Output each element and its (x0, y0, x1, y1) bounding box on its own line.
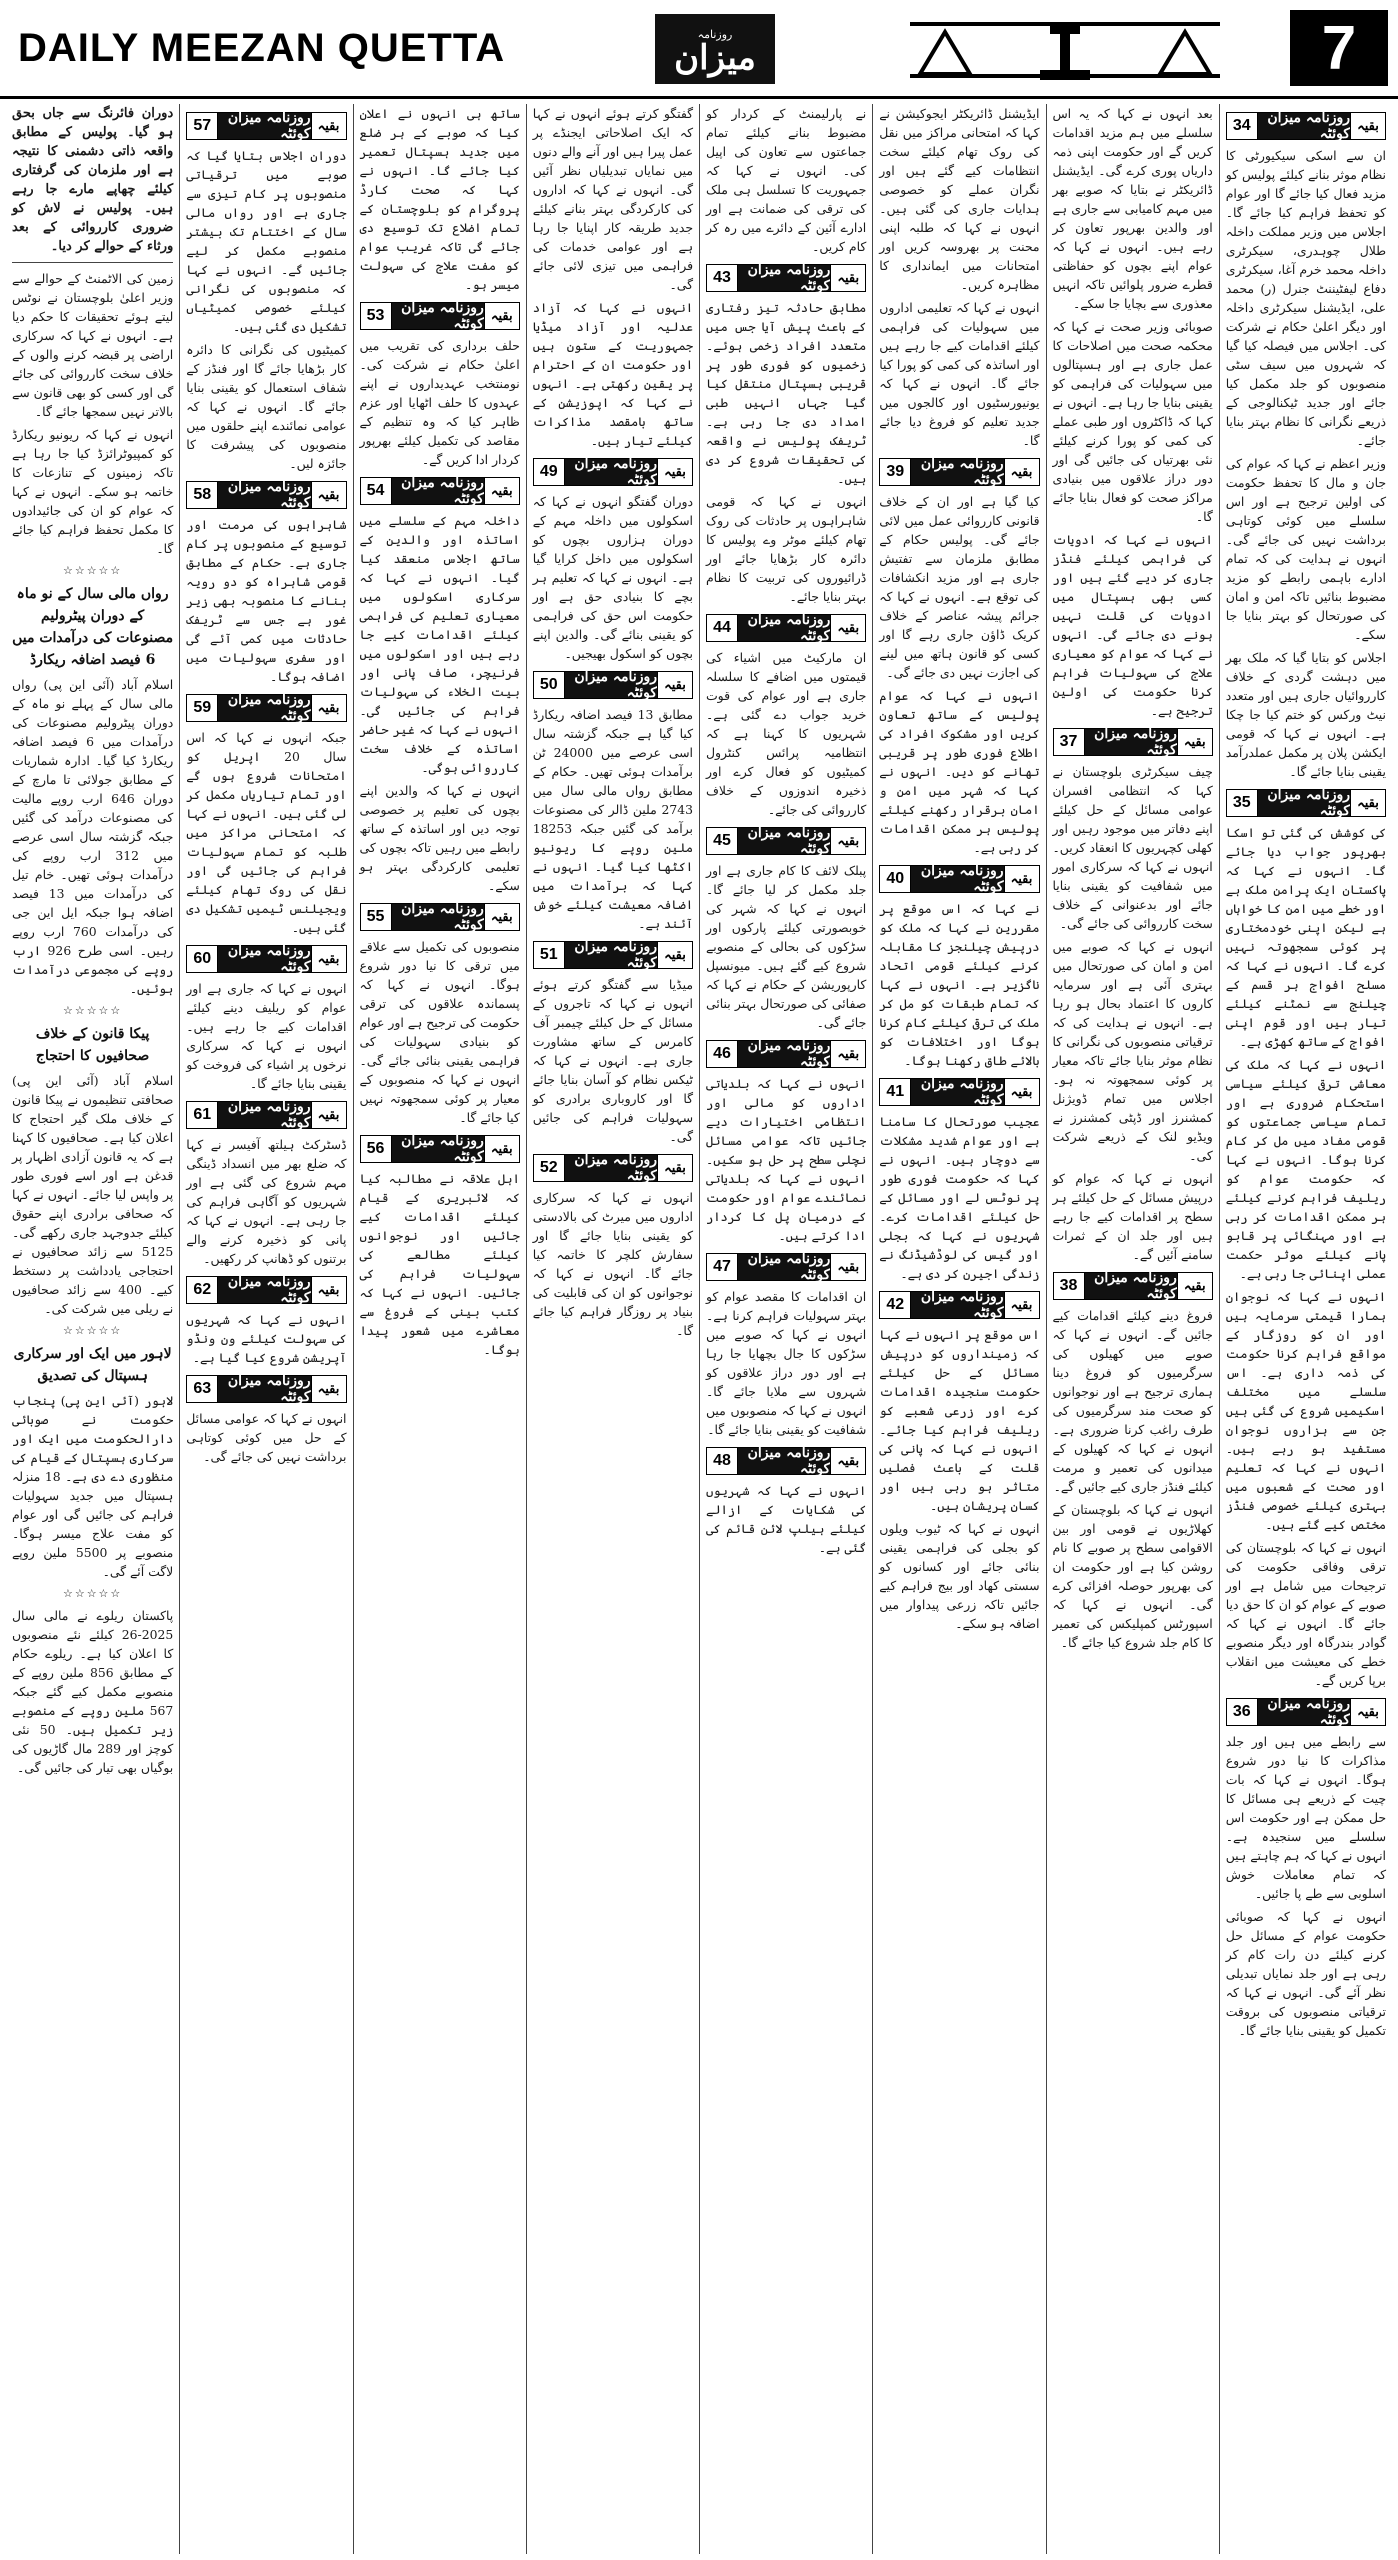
article-paragraph: انہوں نے کہا کہ بلدیاتی اداروں کو مالی اور انتظامی اختیارات دیے جائیں تاکہ عوامی مسائل نچلی سطح پر حل ہو سکیں۔ انہوں نے کہا کہ بلدیاتی نمائندے عوام اور حکومت کے درمیان پل کا کردار ادا کرتے ہیں۔ (706, 1076, 867, 1243)
continuation-box (706, 1253, 866, 1281)
continuation-label: روزنامہ میزان کوئٹہ (218, 1102, 310, 1128)
continuation-tag: بقیہ (311, 695, 346, 721)
continuation-number: 36 (1227, 1699, 1258, 1725)
article-paragraph: انہوں نے کہا کہ تعلیمی اداروں میں سہولیات کی فراہمی کیلئے اقدامات کیے جا رہے ہیں اور اساتذہ کی کمی کو پورا کیا جائے گا۔ انہوں نے کہا کہ یونیورسٹیوں اور کالجوں میں جدید تعلیم کو فروغ دیا جائے گا۔ (879, 300, 1040, 448)
continuation-box (186, 1375, 346, 1403)
continuation-tag: بقیہ (311, 1376, 346, 1402)
article-paragraph: دوران گفتگو انہوں نے کہا کہ اسکولوں میں داخلہ مہم کے دوران ہزاروں بچوں کو اسکولوں میں داخل کرایا گیا ہے۔ انہوں نے کہا کہ تعلیم ہر بچے کا بنیادی حق ہے اور حکومت اس حق کی فراہمی کو یقینی بنائے گی۔ والدین اپنے بچوں کو اسکول بھیجیں۔ (532, 494, 693, 661)
article-paragraph: عجیب صورتحال کا سامنا ہے اور عوام شدید مشکلات سے دوچار ہیں۔ انہوں نے کہا کہ حکومت فوری طور پر نوٹس لے اور مسائل کے حل کیلئے اقدامات کرے۔ شہریوں نے کہا کہ بجلی اور گیس کی لوڈشیڈنگ نے زندگی اجیرن کر دی ہے۔ (879, 1114, 1040, 1281)
continuation-label: روزنامہ میزان کوئٹہ (911, 866, 1003, 892)
continuation-tag: بقیہ (1004, 866, 1039, 892)
article-paragraph: گفتگو کرتے ہوئے انہوں نے کہا کہ ایک اصلاحاتی ایجنڈے پر عمل پیرا ہیں اور آنے والے دنوں میں نمایاں تبدیلیاں نظر آئیں گی۔ انہوں نے کہا کہ اداروں کی کارکردگی بہتر بنانے کیلئے جدید طریقہ کار اپنایا جا رہا ہے اور عوامی خدمات کی فراہمی میں تیزی لائی جائے گی۔ (532, 106, 693, 292)
continuation-box (706, 614, 866, 642)
continuation-box (1226, 1698, 1386, 1726)
continuation-tag: بقیہ (1350, 790, 1385, 816)
continuation-box (186, 1101, 346, 1129)
article-paragraph: پاکستان ریلوے نے مالی سال 2025-26 کیلئے نئے منصوبوں کا اعلان کیا ہے۔ ریلوے حکام کے مطابق 856 ملین روپے کے منصوبے مکمل کیے گئے جبکہ 567 ملین روپے کے منصوبے زیر تکمیل ہیں۔ 50 نئی کوچز اور 289 مال گاڑیوں کی بوگیاں بھی تیار کی جائیں گی۔ (12, 1608, 174, 1775)
continuation-tag: بقیہ (1177, 1273, 1212, 1299)
continuation-label: روزنامہ میزان کوئٹہ (392, 904, 484, 930)
star-divider: ☆☆☆☆☆ (62, 1587, 123, 1600)
continuation-box (360, 302, 520, 330)
continuation-box (706, 1447, 866, 1475)
article-paragraph: اسلام آباد (آئی این پی) رواں مالی سال کے پہلے نو ماہ کے دوران پیٹرولیم مصنوعات کی درآمدات میں 6 فیصد اضافہ ریکارڈ کیا گیا۔ ادارہ شماریات کے مطابق جولائی تا مارچ کے دوران 646 ارب روپے مالیت کی مصنوعات درآمد کی گئیں جبکہ گزشتہ سال اسی عرصے میں 312 ارب روپے کی درآمدات ہوئی تھیں۔ خام تیل کی درآمدات میں 13 فیصد اضافہ ہوا جبکہ ایل این جی کی درآمدات 760 ارب روپے رہیں۔ اسی طرح 926 ارب روپے کی مجموعی درآمدات ہوئیں۔ (12, 677, 174, 996)
article-paragraph: انہوں نے کہا کہ جاری ہے اور عوام کو ریلیف دینے کیلئے اقدامات کیے جا رہے ہیں۔ انہوں نے کہا کہ سرکاری نرخوں پر اشیاء کی فروخت کو یقینی بنایا جائے گا۔ (186, 981, 347, 1091)
continuation-label: روزنامہ میزان کوئٹہ (1258, 1699, 1350, 1725)
news-columns (6, 104, 1392, 2554)
continuation-label: روزنامہ میزان کوئٹہ (218, 1277, 310, 1303)
continuation-number: 48 (707, 1448, 738, 1474)
continuation-number: 51 (534, 942, 565, 968)
article-paragraph: پبلک لائف کا کام جاری ہے اور جلد مکمل کر لیا جائے گا۔ انہوں نے کہا کہ شہر کی خوبصورتی کیلئے پارکوں اور سڑکوں کی بحالی کے منصوبے شروع کیے گئے ہیں۔ میونسپل کارپوریشن کے حکام نے کہا کہ صفائی کی صورتحال بہتر بنائی جائے گی۔ (706, 863, 867, 1030)
news-column (699, 104, 872, 2554)
continuation-number: 62 (187, 1277, 218, 1303)
article-paragraph: داخلہ مہم کے سلسلے میں اساتذہ اور والدین کے ساتھ اجلاس منعقد کیا گیا۔ انہوں نے کہا کہ سرکاری اسکولوں میں معیاری تعلیم کی فراہمی کیلئے اقدامات کیے جا رہے ہیں اور اسکولوں میں فرنیچر، صاف پانی اور بیت الخلاء کی سہولیات فراہم کی جائیں گی۔ انہوں نے کہا کہ غیر حاضر اساتذہ کے خلاف سخت کارروائی ہوگی۔ (359, 513, 520, 775)
article-paragraph: ساتھ ہی انہوں نے اعلان کیا کہ صوبے کے ہر ضلع میں جدید ہسپتال تعمیر کیا جائے گا۔ انہوں نے کہا کہ صحت کارڈ پروگرام کو بلوچستان کے تمام اضلاع تک توسیع دی جائے گی تاکہ غریب عوام کو مفت علاج کی سہولت میسر ہو۔ (359, 106, 520, 292)
article-paragraph: زمین کی الاٹمنٹ کے حوالے سے وزیر اعلیٰ بلوچستان نے نوٹس لیتے ہوئے تحقیقات کا حکم دیا ہے۔ انہوں نے کہا کہ سرکاری اراضی پر قبضہ کرنے والوں کے خلاف سخت کارروائی کی جائے گی اور کسی کو بھی قانون سے بالاتر نہیں سمجھا جائے گا۔ (12, 271, 174, 419)
continuation-number: 42 (880, 1292, 911, 1318)
continuation-tag: بقیہ (1350, 1699, 1385, 1725)
article-paragraph: منصوبوں کی تکمیل سے علاقے میں ترقی کا نیا دور شروع ہوگا۔ انہوں نے کہا کہ پسماندہ علاقوں کی ترقی حکومت کی ترجیح ہے اور عوام کو بنیادی سہولیات کی فراہمی یقینی بنائی جائے گی۔ انہوں نے کہا کہ منصوبوں کے معیار پر کوئی سمجھوتہ نہیں کیا جائے گا۔ (359, 939, 520, 1125)
article-paragraph: انہوں نے کہا کہ بلوچستان کے کھلاڑیوں نے قومی اور بین الاقوامی سطح پر صوبے کا نام روشن کیا ہے اور حکومت ان کی بھرپور حوصلہ افزائی کرے گی۔ انہوں نے کہا کہ اسپورٹس کمپلیکس کی تعمیر کا کام جلد شروع کیا جائے گا۔ (1052, 1502, 1213, 1650)
continuation-box (706, 827, 866, 855)
continuation-number: 40 (880, 866, 911, 892)
star-divider: ☆☆☆☆☆ (62, 564, 123, 577)
continuation-label: روزنامہ میزان کوئٹہ (218, 113, 310, 139)
continuation-number: 46 (707, 1041, 738, 1067)
column-rule (12, 262, 173, 263)
article-paragraph: مطابق حادثہ تیز رفتاری کے باعث پیش آیا جس میں متعدد افراد زخمی ہوئے۔ زخمیوں کو فوری طور پر قریبی ہسپتال منتقل کیا گیا جہاں انہیں طبی امداد دی جا رہی ہے۔ ٹریفک پولیس نے واقعہ کی تحقیقات شروع کر دی ہیں۔ (706, 300, 867, 486)
continuation-box (360, 903, 520, 931)
page-number: 7 (1290, 10, 1388, 86)
continuation-label: روزنامہ میزان کوئٹہ (738, 265, 830, 291)
article-paragraph: مطابق 13 فیصد اضافہ ریکارڈ کیا گیا ہے جبکہ گزشتہ سال اسی عرصے میں 24000 ٹن برآمدات ہوئی تھیں۔ حکام کے مطابق رواں مالی سال میں 2743 ملین ڈالر کی مصنوعات برآمد کی گئیں جبکہ 18253 ملین روپے کا ریونیو اکٹھا کیا گیا۔ انہوں نے کہا کہ برآمدات میں اضافہ معیشت کیلئے خوش آئند ہے۔ (532, 707, 693, 931)
continuation-tag: بقیہ (311, 482, 346, 508)
article-paragraph: دوران فائرنگ سے جاں بحق ہو گیا۔ پولیس کے مطابق واقعہ ذاتی دشمنی کا نتیجہ ہے اور ملزمان کی گرفتاری کیلئے چھاپے مارے جا رہے ہیں۔ پولیس نے لاش کو ضروری کارروائی کے بعد ورثاء کے حوالے کر دیا۔ (12, 106, 174, 254)
continuation-label: روزنامہ میزان کوئٹہ (565, 672, 657, 698)
article-paragraph: ڈسٹرکٹ ہیلتھ آفیسر نے کہا کہ ضلع بھر میں انسداد ڈینگی مہم شروع کی گئی ہے اور شہریوں کو آگاہی فراہم کی جا رہی ہے۔ انہوں نے کہا کہ پانی کو ذخیرہ کرنے والے برتنوں کو ڈھانپ کر رکھیں۔ (186, 1137, 347, 1266)
continuation-number: 56 (361, 1136, 392, 1162)
continuation-label: روزنامہ میزان کوئٹہ (1085, 729, 1177, 755)
continuation-tag: بقیہ (311, 946, 346, 972)
article-paragraph: انہوں نے کہا کہ آزاد عدلیہ اور آزاد میڈیا جمہوریت کے ستون ہیں اور حکومت ان کے احترام پر یقین رکھتی ہے۔ انہوں نے کہا کہ اپوزیشن کے ساتھ بامقصد مذاکرات کیلئے تیار ہیں۔ (532, 300, 693, 448)
continuation-label: روزنامہ میزان کوئٹہ (911, 1292, 1003, 1318)
continuation-number: 34 (1227, 113, 1258, 139)
continuation-number: 57 (187, 113, 218, 139)
continuation-number: 58 (187, 482, 218, 508)
continuation-label: روزنامہ میزان کوئٹہ (738, 615, 830, 641)
continuation-number: 60 (187, 946, 218, 972)
article-paragraph: انہوں نے کہا کہ نوجوان ہمارا قیمتی سرمایہ ہیں اور ان کو روزگار کے مواقع فراہم کرنا حکومت کی ذمہ داری ہے۔ اس سلسلے میں مختلف اسکیمیں شروع کی گئی ہیں جن سے ہزاروں نوجوان مستفید ہو رہے ہیں۔ انہوں نے کہا کہ تعلیم اور صحت کے شعبوں میں بہتری کیلئے خصوصی فنڈز مختص کیے گئے ہیں۔ (1225, 1289, 1386, 1532)
continuation-tag: بقیہ (830, 828, 865, 854)
article-paragraph: ان مارکیٹ میں اشیاء کی قیمتوں میں اضافے کا سلسلہ جاری ہے اور عوام کی قوت خرید جواب دے گئی ہے۔ شہریوں کا کہنا ہے کہ انتظامیہ پرائس کنٹرول کمیٹیوں کو فعال کرے اور ذخیرہ اندوزوں کے خلاف کارروائی کی جائے۔ (706, 650, 867, 817)
article-paragraph: انہوں نے کہا کہ بلوچستان کی ترقی وفاقی حکومت کی ترجیحات میں شامل ہے اور صوبے کے عوام کو ان کا حق دیا جائے گا۔ انہوں نے کہا کہ گوادر بندرگاہ اور دیگر منصوبے خطے کی معیشت میں انقلاب برپا کریں گے۔ (1225, 1540, 1386, 1688)
article-paragraph: کیا گیا ہے اور ان کے خلاف قانونی کارروائی عمل میں لائی جائے گی۔ پولیس حکام کے مطابق ملزمان سے تفتیش جاری ہے اور مزید انکشافات کی توقع ہے۔ انہوں نے کہا کہ جرائم پیشہ عناصر کے خلاف کریک ڈاؤن جاری رہے گا اور کسی کو قانون ہاتھ میں لینے کی اجازت نہیں دی جائے گی۔ (879, 494, 1040, 680)
continuation-number: 59 (187, 695, 218, 721)
continuation-box (879, 1291, 1039, 1319)
continuation-number: 53 (361, 303, 392, 329)
continuation-box (533, 458, 693, 486)
article-paragraph: سے رابطے میں ہیں اور جلد مذاکرات کا نیا دور شروع ہوگا۔ انہوں نے کہا کہ بات چیت کے ذریعے ہی مسائل کا حل ممکن ہے اور حکومت اس سلسلے میں سنجیدہ ہے۔ انہوں نے کہا کہ ہم چاہتے ہیں کہ تمام معاملات خوش اسلوبی سے طے پا جائیں۔ (1225, 1734, 1386, 1901)
article-paragraph: انہوں نے کہا کہ صوبائی حکومت عوام کے مسائل حل کرنے کیلئے دن رات کام کر رہی ہے اور جلد نمایاں تبدیلی نظر آئے گی۔ انہوں نے کہا کہ ترقیاتی منصوبوں کی بروقت تکمیل کو یقینی بنایا جائے گا۔ (1225, 1909, 1386, 2038)
continuation-box (879, 1078, 1039, 1106)
continuation-label: روزنامہ میزان کوئٹہ (565, 1155, 657, 1181)
article-paragraph: انہوں نے کہا کہ عوامی مسائل کے حل میں کوئی کوتاہی برداشت نہیں کی جائے گی۔ (186, 1411, 347, 1464)
continuation-label: روزنامہ میزان کوئٹہ (218, 1376, 310, 1402)
continuation-label: روزنامہ میزان کوئٹہ (738, 1254, 830, 1280)
article-paragraph: بعد انہوں نے کہا کہ یہ اس سلسلے میں ہم مزید اقدامات کریں گے اور حکومت اپنی ذمہ داریاں پوری کرے گی۔ ایڈیشنل ڈائریکٹر نے بتایا کہ صوبے بھر میں مہم کامیابی سے جاری ہے اور والدین بھرپور تعاون کر رہے ہیں۔ انہوں نے کہا کہ عوام اپنے بچوں کو حفاظتی قطرے ضرور پلوائیں تاکہ انہیں معذوری سے بچایا جا سکے۔ (1052, 106, 1213, 311)
continuation-label: روزنامہ میزان کوئٹہ (565, 459, 657, 485)
continuation-box (186, 694, 346, 722)
continuation-box (533, 941, 693, 969)
continuation-number: 63 (187, 1376, 218, 1402)
news-column (1046, 104, 1219, 2554)
continuation-number: 41 (880, 1079, 911, 1105)
logo-subtitle: روزنامہ (697, 27, 733, 41)
article-paragraph: انہوں نے کہا کہ والدین اپنے بچوں کی تعلیم پر خصوصی توجہ دیں اور اساتذہ کے ساتھ رابطے میں رہیں تاکہ بچوں کی تعلیمی کارکردگی بہتر ہو سکے۔ (359, 783, 520, 893)
continuation-label: روزنامہ میزان کوئٹہ (911, 1079, 1003, 1105)
article-paragraph: انہوں نے کہا کہ شہریوں کی سہولت کیلئے ون ونڈو آپریشن شروع کیا گیا ہے۔ (186, 1312, 347, 1365)
article-paragraph: انہوں نے کہا کہ ملک کی معاشی ترقی کیلئے سیاسی استحکام ضروری ہے اور تمام سیاسی جماعتوں کو قومی مفاد میں مل کر کام کرنا ہوگا۔ انہوں نے کہا کہ حکومت عوام کو ریلیف فراہم کرنے کیلئے ہر ممکن اقدامات کر رہی ہے اور مہنگائی پر قابو پانے کیلئے موثر حکمت عملی اپنائی جا رہی ہے۔ (1225, 1057, 1386, 1281)
continuation-box (879, 865, 1039, 893)
continuation-box (1226, 789, 1386, 817)
article-paragraph: دوران اجلاس بتایا گیا کہ صوبے میں ترقیاتی منصوبوں پر کام تیزی سے جاری ہے اور رواں مالی سال کے اختتام تک بیشتر منصوبے مکمل کر لیے جائیں گے۔ انہوں نے کہا کہ منصوبوں کی نگرانی کیلئے خصوصی کمیٹیاں تشکیل دی گئی ہیں۔ (186, 148, 347, 334)
article-paragraph: انہوں نے کہا کہ قومی شاہراہوں پر حادثات کی روک تھام کیلئے موٹر وے پولیس کا دائرہ کار بڑھایا جائے اور ڈرائیوروں کی تربیت کا نظام بہتر بنایا جائے۔ (706, 494, 867, 604)
star-divider: ☆☆☆☆☆ (62, 1004, 123, 1017)
news-headline: پیکا قانون کے خلاف صحافیوں کا احتجاج (35, 1026, 150, 1064)
news-column (353, 104, 526, 2554)
continuation-tag: بقیہ (657, 672, 692, 698)
continuation-tag: بقیہ (830, 1041, 865, 1067)
news-column (179, 104, 352, 2554)
continuation-tag: بقیہ (657, 942, 692, 968)
article-paragraph: ایڈیشنل ڈائریکٹر ایجوکیشن نے کہا کہ امتحانی مراکز میں نقل کی روک تھام کیلئے سخت انتظامات کیے گئے ہیں اور نگران عملے کو خصوصی ہدایات جاری کی گئی ہیں۔ انہوں نے کہا کہ طلبہ اپنی محنت پر بھروسہ کریں اور امتحانات میں ایمانداری کا مظاہرہ کریں۔ (879, 106, 1040, 292)
continuation-tag: بقیہ (830, 265, 865, 291)
news-column (526, 104, 699, 2554)
news-column (6, 104, 179, 2554)
continuation-number: 43 (707, 265, 738, 291)
continuation-box (533, 1154, 693, 1182)
article-paragraph: انہوں نے کہا کہ صوبے میں امن و امان کی صورتحال میں بہتری آئی ہے اور سرمایہ کاروں کا اعتماد بحال ہو رہا ہے۔ انہوں نے ہدایت کی کہ ترقیاتی منصوبوں کی نگرانی کا نظام موثر بنایا جائے تاکہ معیار پر کوئی سمجھوتہ نہ ہو۔ اجلاس میں تمام ڈویژنل کمشنرز اور ڈپٹی کمشنرز نے ویڈیو لنک کے ذریعے شرکت کی۔ (1052, 939, 1213, 1163)
continuation-number: 45 (707, 828, 738, 854)
continuation-number: 50 (534, 672, 565, 698)
continuation-box (706, 264, 866, 292)
continuation-tag: بقیہ (484, 303, 519, 329)
continuation-box (1226, 112, 1386, 140)
article-paragraph: اہل علاقہ نے مطالبہ کیا کہ لائبریری کے قیام کیلئے اقدامات کیے جائیں اور نوجوانوں کیلئے مطالعے کی سہولیات فراہم کی جائیں۔ انہوں نے کہا کہ کتب بینی کے فروغ سے معاشرے میں شعور پیدا ہوگا۔ (359, 1171, 520, 1357)
news-column (872, 104, 1045, 2554)
article-paragraph: میڈیا سے گفتگو کرتے ہوئے انہوں نے کہا کہ تاجروں کے مسائل کے حل کیلئے چیمبر آف کامرس کے ساتھ مشاورت جاری ہے۔ انہوں نے کہا کہ ٹیکس نظام کو آسان بنایا جائے گا اور کاروباری برادری کو سہولیات فراہم کی جائیں گی۔ (532, 977, 693, 1144)
article-paragraph: وزیر اعظم نے کہا کہ عوام کی جان و مال کا تحفظ حکومت کی اولین ترجیح ہے اور اس سلسلے میں کوئی کوتاہی برداشت نہیں کی جائے گی۔ انہوں نے ہدایت کی کہ تمام ادارے باہمی رابطے کو مزید مضبوط بنائیں تاکہ امن و امان کی صورتحال کو بہتر بنایا جا سکے۔ (1225, 456, 1386, 642)
continuation-label: روزنامہ میزان کوئٹہ (218, 695, 310, 721)
article-paragraph: نے کہا کہ اس موقع پر مقررین نے کہا کہ ملک کو درپیش چیلنجز کا مقابلہ کرنے کیلئے قومی اتحاد ناگزیر ہے۔ انہوں نے کہا کہ تمام طبقات کو مل کر ملک کی ترقی کیلئے کام کرنا ہوگا اور اختلافات کو بالائے طاق رکھنا ہوگا۔ (879, 901, 1040, 1068)
scales-of-justice-icon (900, 18, 1230, 82)
continuation-tag: بقیہ (1350, 113, 1385, 139)
continuation-tag: بقیہ (830, 615, 865, 641)
article-paragraph: انہوں نے کہا کہ عوام پولیس کے ساتھ تعاون کریں اور مشکوک افراد کی اطلاع فوری طور پر قریبی تھانے کو دیں۔ انہوں نے کہا کہ شہر میں امن و امان برقرار رکھنے کیلئے پولیس ہر ممکن اقدامات کر رہی ہے۔ (879, 688, 1040, 855)
continuation-label: روزنامہ میزان کوئٹہ (738, 1448, 830, 1474)
continuation-box (186, 481, 346, 509)
article-paragraph: حلف برداری کی تقریب میں اعلیٰ حکام نے شرکت کی۔ نومنتخب عہدیداروں نے اپنے عہدوں کا حلف اٹھایا اور عزم ظاہر کیا کہ وہ تنظیم کے مقاصد کی تکمیل کیلئے بھرپور کردار ادا کریں گے۔ (359, 338, 520, 467)
continuation-label: روزنامہ میزان کوئٹہ (738, 1041, 830, 1067)
continuation-label: روزنامہ میزان کوئٹہ (738, 828, 830, 854)
article-paragraph: انہوں نے کہا کہ شہریوں کی شکایات کے ازالے کیلئے ہیلپ لائن قائم کی گئی ہے۔ (706, 1483, 867, 1555)
continuation-number: 44 (707, 615, 738, 641)
continuation-tag: بقیہ (1004, 459, 1039, 485)
continuation-box (360, 1135, 520, 1163)
article-paragraph: فروغ دینے کیلئے اقدامات کیے جائیں گے۔ انہوں نے کہا کہ صوبے میں کھیلوں کی سرگرمیوں کو فروغ دینا ہماری ترجیح ہے اور نوجوانوں کو صحت مند سرگرمیوں کی طرف راغب کرنا ضروری ہے۔ انہوں نے کہا کہ کھیلوں کے میدانوں کی تعمیر و مرمت کیلئے فنڈز جاری کیے جائیں گے۔ (1052, 1308, 1213, 1494)
article-paragraph: ان سے اسکی سیکیورٹی کا نظام موثر بنانے کیلئے پولیس کو مزید فعال کیا جائے گا اور عوام کو تحفظ فراہم کیا جائے گا۔ اجلاس میں وزیر مملکت داخلہ طلال چوہدری، سیکرٹری داخلہ محمد خرم آغا، سیکرٹری دفاع لیفٹیننٹ جنرل (ر) محمد علی، ایڈیشنل سیکرٹری داخلہ اور دیگر اعلیٰ حکام نے شرکت کی۔ اجلاس میں فیصلہ کیا گیا کہ شہروں میں سیف سٹی منصوبوں کو جلد مکمل کیا جائے اور جدید ٹیکنالوجی کے ذریعے نگرانی کا نظام بہتر بنایا جائے۔ (1225, 148, 1386, 448)
continuation-tag: بقیہ (484, 478, 519, 504)
article-paragraph: لاہور (آئی این پی) پنجاب حکومت نے صوبائی دارالحکومت میں ایک اور سرکاری ہسپتال کے قیام کی منظوری دے دی ہے۔ 18 منزلہ ہسپتال میں جدید سہولیات فراہم کی جائیں گی اور عوام کو مفت علاج میسر ہوگا۔ منصوبے پر 5500 ملین روپے لاگت آئے گی۔ (12, 1393, 174, 1579)
news-headline: رواں مالی سال کے نو ماہ کے دوران پیٹرولیم مصنوعات کی درآمدات میں 6 فیصد اضافہ ریکارڈ (12, 586, 174, 668)
article-paragraph: ان اقدامات کا مقصد عوام کو بہتر سہولیات فراہم کرنا ہے۔ انہوں نے کہا کہ صوبے میں سڑکوں کا جال بچھایا جا رہا ہے اور دور دراز علاقوں کو شہروں سے ملایا جائے گا۔ انہوں نے کہا کہ منصوبوں میں شفافیت کو یقینی بنایا جائے گا۔ (706, 1289, 867, 1437)
article-paragraph: انہوں نے کہا کہ ٹیوب ویلوں کو بجلی کی فراہمی یقینی بنائی جائے اور کسانوں کو سستی کھاد اور بیج فراہم کیے جائیں تاکہ زرعی پیداوار میں اضافہ ہو سکے۔ (879, 1521, 1040, 1631)
continuation-box (186, 1276, 346, 1304)
logo-text: میزان (674, 37, 756, 78)
continuation-box (706, 1040, 866, 1068)
continuation-number: 49 (534, 459, 565, 485)
masthead-title: DAILY MEEZAN QUETTA (18, 26, 506, 70)
continuation-number: 55 (361, 904, 392, 930)
continuation-number: 37 (1054, 729, 1085, 755)
continuation-tag: بقیہ (484, 1136, 519, 1162)
article-paragraph: صوبائی وزیر صحت نے کہا کہ محکمہ صحت میں اصلاحات کا عمل جاری ہے اور ہسپتالوں میں سہولیات کی فراہمی کو یقینی بنایا جا رہا ہے۔ انہوں نے کہا کہ ڈاکٹروں اور طبی عملے کی کمی کو پورا کرنے کیلئے نئی بھرتیاں کی جائیں گی اور دور دراز علاقوں میں بنیادی مراکز صحت کو فعال بنایا جائے گا۔ (1052, 319, 1213, 524)
continuation-box (186, 945, 346, 973)
continuation-number: 61 (187, 1102, 218, 1128)
article-paragraph: جبکہ انہوں نے کہا کہ اس سال 20 اپریل کو امتحانات شروع ہوں گے اور تمام تیاریاں مکمل کر لی گئی ہیں۔ انہوں نے کہا کہ امتحانی مراکز میں طلبہ کو تمام سہولیات فراہم کی جائیں گی اور نقل کی روک تھام کیلئے ویجیلنس ٹیمیں تشکیل دی گئی ہیں۔ (186, 730, 347, 935)
article-paragraph: انہوں نے کہا کہ عوام کو درپیش مسائل کے حل کیلئے ہر سطح پر اقدامات کیے جا رہے ہیں اور جلد ان کے ثمرات سامنے آئیں گے۔ (1052, 1171, 1213, 1262)
article-paragraph: کی کوشش کی گئی تو اسکا بھرپور جواب دیا جائے گا۔ انہوں نے کہا کہ پاکستان ایک پرامن ملک ہے اور خطے میں امن کا خواہاں ہے لیکن اپنی خودمختاری پر کوئی سمجھوتہ نہیں کرے گا۔ انہوں نے کہا کہ مسلح افواج ہر قسم کے چیلنج سے نمٹنے کیلئے تیار ہیں اور قوم اپنی افواج کے ساتھ کھڑی ہے۔ (1225, 825, 1386, 1049)
article-paragraph: چیف سیکرٹری بلوچستان نے کہا کہ انتظامی افسران عوامی مسائل کے حل کیلئے اپنے دفاتر میں موجود رہیں اور کھلی کچہریوں کا انعقاد کریں۔ انہوں نے کہا کہ سرکاری امور میں شفافیت کو یقینی بنایا جائے اور بدعنوانی کے خلاف سخت کارروائی کی جائے گی۔ (1052, 764, 1213, 931)
continuation-tag: بقیہ (1177, 729, 1212, 755)
continuation-label: روزنامہ میزان کوئٹہ (1258, 790, 1350, 816)
article-paragraph: انہوں نے کہا کہ ادویات کی فراہمی کیلئے فنڈز جاری کر دیے گئے ہیں اور کسی بھی ہسپتال میں ادویات کی قلت نہیں ہونے دی جائے گی۔ انہوں نے کہا کہ عوام کو معیاری علاج کی سہولیات فراہم کرنا حکومت کی اولین ترجیح ہے۔ (1052, 532, 1213, 718)
continuation-number: 47 (707, 1254, 738, 1280)
continuation-tag: بقیہ (311, 113, 346, 139)
continuation-tag: بقیہ (484, 904, 519, 930)
continuation-tag: بقیہ (311, 1102, 346, 1128)
continuation-label: روزنامہ میزان کوئٹہ (392, 478, 484, 504)
article-paragraph: اجلاس کو بتایا گیا کہ ملک بھر میں دہشت گردی کے خلاف کارروائیاں جاری ہیں اور متعدد نیٹ ورکس کو ختم کیا جا چکا ہے۔ انہوں نے کہا کہ قومی ایکشن پلان پر مکمل عملدرآمد یقینی بنایا جائے گا۔ (1225, 650, 1386, 779)
continuation-box (186, 112, 346, 140)
article-paragraph: اسلام آباد (آئی این پی) صحافتی تنظیموں نے پیکا قانون کے خلاف ملک گیر احتجاج کا اعلان کیا ہے۔ صحافیوں کا کہنا ہے کہ یہ قانون آزادی اظہار پر قدغن ہے اور اسے فوری طور پر واپس لیا جائے۔ انہوں نے کہا کہ صحافی برادری اپنے حقوق کیلئے جدوجہد جاری رکھے گی۔ 5125 سے زائد صحافیوں نے احتجاجی یادداشت پر دستخط کیے۔ 400 سے زائد صحافیوں نے ریلی میں شرکت کی۔ (12, 1073, 174, 1316)
masthead (0, 0, 1398, 99)
continuation-tag: بقیہ (1004, 1292, 1039, 1318)
continuation-label: روزنامہ میزان کوئٹہ (218, 482, 310, 508)
star-divider: ☆☆☆☆☆ (62, 1324, 123, 1337)
continuation-tag: بقیہ (311, 1277, 346, 1303)
news-column (1219, 104, 1392, 2554)
continuation-label: روزنامہ میزان کوئٹہ (392, 1136, 484, 1162)
continuation-tag: بقیہ (830, 1254, 865, 1280)
article-paragraph: انہوں نے کہا کہ ریونیو ریکارڈ کو کمپیوٹرائزڈ کیا جا رہا ہے تاکہ زمینوں کے تنازعات کا خاتمہ ہو سکے۔ انہوں نے کہا کہ عوام کو ان کی جائیدادوں کا مکمل تحفظ فراہم کیا جائے گا۔ (12, 427, 174, 556)
article-paragraph: انہوں نے کہا کہ سرکاری اداروں میں میرٹ کی بالادستی کو یقینی بنایا جائے گا اور سفارش کلچر کا خاتمہ کیا جائے گا۔ انہوں نے کہا کہ نوجوانوں کو ان کی قابلیت کی بنیاد پر روزگار فراہم کیا جائے گا۔ (532, 1190, 693, 1338)
meezan-logo (655, 14, 775, 84)
continuation-tag: بقیہ (830, 1448, 865, 1474)
continuation-number: 39 (880, 459, 911, 485)
continuation-label: روزنامہ میزان کوئٹہ (565, 942, 657, 968)
continuation-number: 52 (534, 1155, 565, 1181)
continuation-number: 38 (1054, 1273, 1085, 1299)
continuation-label: روزنامہ میزان کوئٹہ (218, 946, 310, 972)
article-paragraph: کمیٹیوں کی نگرانی کا دائرہ کار بڑھایا جائے گا اور فنڈز کے شفاف استعمال کو یقینی بنایا جائے گا۔ انہوں نے کہا کہ عوامی نمائندے اپنے حلقوں میں منصوبوں کی پیشرفت کا جائزہ لیں۔ (186, 342, 347, 471)
continuation-label: روزنامہ میزان کوئٹہ (392, 303, 484, 329)
continuation-label: روزنامہ میزان کوئٹہ (1258, 113, 1350, 139)
article-paragraph: شاہراہوں کی مرمت اور توسیع کے منصوبوں پر کام جاری ہے۔ حکام کے مطابق قومی شاہراہ کو دو رویہ بنانے کا منصوبہ بھی زیر غور ہے جس سے ٹریفک حادثات میں کمی آئے گی اور سفری سہولیات میں اضافہ ہوگا۔ (186, 517, 347, 684)
news-headline: لاہور میں ایک اور سرکاری ہسپتال کی تصدیق (13, 1346, 172, 1384)
continuation-tag: بقیہ (657, 459, 692, 485)
continuation-label: روزنامہ میزان کوئٹہ (911, 459, 1003, 485)
continuation-box (1053, 1272, 1213, 1300)
continuation-tag: بقیہ (657, 1155, 692, 1181)
article-paragraph: نے پارلیمنٹ کے کردار کو مضبوط بنانے کیلئے تمام جماعتوں سے تعاون کی اپیل کی۔ انہوں نے کہا کہ جمہوریت کا تسلسل ہی ملک کی ترقی کی ضمانت ہے اور ادارے آئین کے دائرے میں رہ کر کام کریں۔ (706, 106, 867, 254)
continuation-number: 35 (1227, 790, 1258, 816)
continuation-label: روزنامہ میزان کوئٹہ (1085, 1273, 1177, 1299)
continuation-box (533, 671, 693, 699)
continuation-number: 54 (361, 478, 392, 504)
article-paragraph: اس موقع پر انہوں نے کہا کہ زمینداروں کو درپیش مسائل کے حل کیلئے حکومت سنجیدہ اقدامات کرے اور زرعی شعبے کو ریلیف فراہم کیا جائے۔ انہوں نے کہا کہ پانی کی قلت کے باعث فصلیں متاثر ہو رہی ہیں اور کسان پریشان ہیں۔ (879, 1327, 1040, 1513)
continuation-tag: بقیہ (1004, 1079, 1039, 1105)
continuation-box (360, 477, 520, 505)
continuation-box (879, 458, 1039, 486)
continuation-box (1053, 728, 1213, 756)
